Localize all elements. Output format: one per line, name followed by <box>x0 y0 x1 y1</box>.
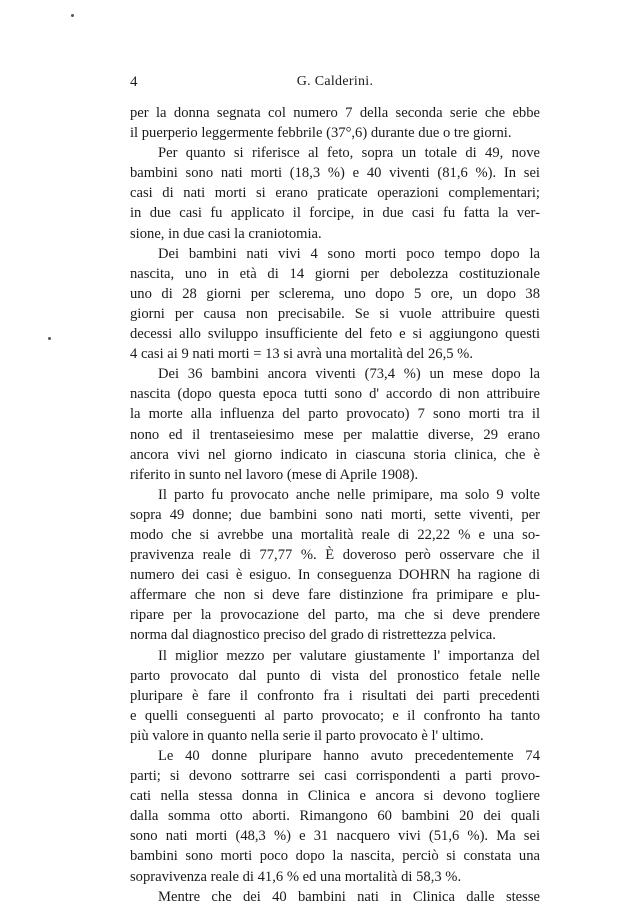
text-line: e quelli conseguenti al parto provocato; e il confronto ha tanto <box>130 707 540 724</box>
text-line: decessi allo sviluppo insufficiente del feto e si aggiungono questi <box>130 326 540 343</box>
page-number: 4 <box>130 74 138 90</box>
page-header <box>130 74 540 94</box>
text-line: norma dal diagnostico preciso del grado di ristrettezza pelvica. <box>130 627 496 644</box>
text-line: il puerperio leggermente febbrile (37°,6) durante due o tre giorni. <box>130 125 512 142</box>
text-line: modo che si avrebbe una mortalità reale di 22,22 % e una so- <box>130 526 540 543</box>
text-line: nono ed il trentaseiesimo mese per malattie diverse, 29 erano <box>130 426 540 443</box>
running-head: G. Calderini. <box>296 74 374 89</box>
text-line: sione, in due casi la craniotomia. <box>130 225 322 242</box>
text-line: ripare per la provocazione del parto, ma che si deve prendere <box>130 607 540 624</box>
text-line: sopra 49 donne; due bambini sono nati morti, sette viventi, per <box>130 506 540 523</box>
text-line: cati nella stessa donna in Clinica e ancora si devono togliere <box>130 788 540 805</box>
text-line: Dei bambini nati vivi 4 sono morti poco tempo dopo la <box>158 245 540 262</box>
text-line: 4 casi ai 9 nati morti = 13 si avrà una mortalità del 26,5 %. <box>130 346 473 363</box>
text-line: pluripare è fare il confronto fra i risultati dei parti precedenti <box>130 687 540 704</box>
text-line: giorni per causa non precisabile. Se si vuole attribuire questi <box>130 305 540 322</box>
text-line: ancora vivi nel giorno indicato in ciascuna storia clinica, che è <box>130 446 540 463</box>
text-line: sopravivenza reale di 41,6 % ed una mortalità di 58,3 %. <box>130 868 462 885</box>
text-line: nascita (dopo questa epoca tutti sono d' accordo di non attribuire <box>130 386 540 403</box>
text-line: dalla somma otto aborti. Rimangono 60 bambini 20 dei quali <box>130 808 540 825</box>
text-line: parti; si devono sottrarre sei casi corrispondenti a parti provo- <box>130 768 540 785</box>
text-line: Dei 36 bambini ancora viventi (73,4 %) un mese dopo la <box>158 366 540 383</box>
print-speck <box>71 14 74 17</box>
text-line: uno di 28 giorni per sclerema, uno dopo 5 ore, un dopo 38 <box>130 285 540 302</box>
text-line: casi di nati morti si erano praticate operazioni complementari; <box>130 185 540 202</box>
text-line: Per quanto si riferisce al feto, sopra un totale di 49, nove <box>158 145 540 162</box>
text-line: parto provocato dal punto di vista del pronostico fetale nelle <box>130 667 540 684</box>
text-line: affermare che non si deve fare distinzione fra primipare e plu- <box>130 587 540 604</box>
text-line: bambini sono nati morti (18,3 %) e 40 viventi (81,6 %). In sei <box>130 165 540 182</box>
print-speck <box>48 337 51 340</box>
text-line: più valore in quanto nella serie il parto provocato è l' ultimo. <box>130 727 484 744</box>
text-line: Il miglior mezzo per valutare giustamente l' importanza del <box>158 647 540 664</box>
text-line: Le 40 donne pluripare hanno avuto precedentemente 74 <box>158 748 540 764</box>
text-line: Mentre che dei 40 bambini nati in Clinica dalle stesse <box>158 888 540 905</box>
text-line: sono nati morti (48,3 %) e 31 nacquero vivi (51,6 %). Ma sei <box>130 828 540 845</box>
text-line: numero dei casi è esiguo. In conseguenza DOHRN ha ragione di <box>130 567 540 584</box>
text-line: nascita, uno in età di 14 giorni per debolezza costituzionale <box>130 265 540 282</box>
text-line: per la donna segnata col numero 7 della seconda serie che ebbe <box>130 105 540 121</box>
text-line: Il parto fu provocato anche nelle primipare, ma solo 9 volte <box>158 486 540 503</box>
text-line: riferito in sunto nel lavoro (mese di Aprile 1908). <box>130 466 419 483</box>
text-line: bambini sono morti poco dopo la nascita, perciò si constata una <box>130 848 540 865</box>
body-text <box>130 103 540 907</box>
text-line: in due casi fu applicato il forcipe, in due casi fu fatta la ver- <box>130 205 540 222</box>
text-line: pravivenza reale di 77,77 %. È doveroso però osservare che il <box>130 547 540 564</box>
text-line: la morte alla influenza del parto provocato) 7 sono morti tra il <box>130 406 540 423</box>
